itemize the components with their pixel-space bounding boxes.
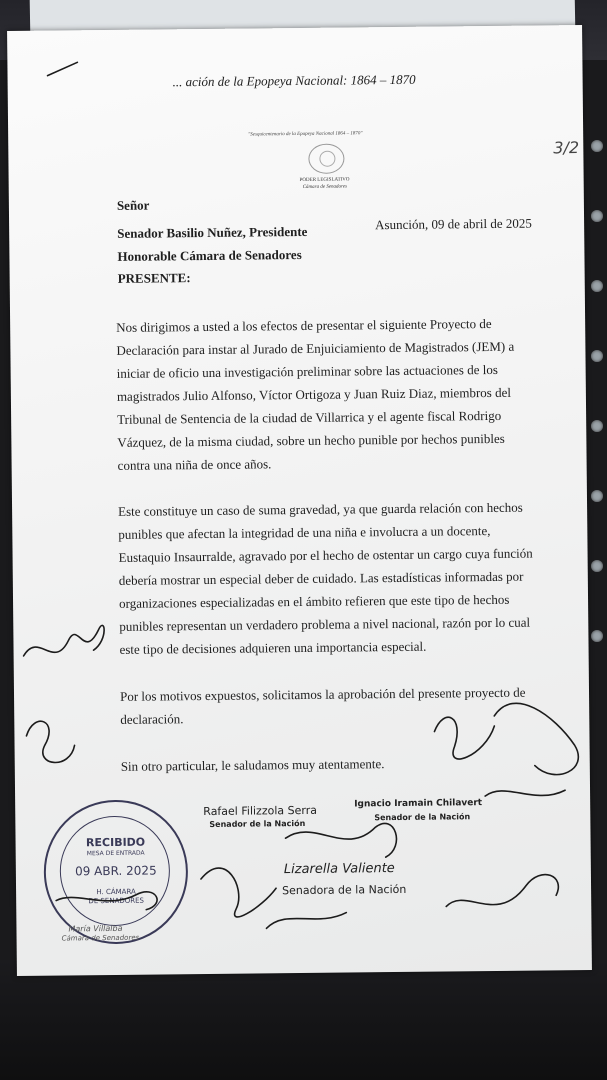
salutation: Señor [116,197,150,213]
signature-1-role: Senador de la Nación [209,818,306,829]
paragraph-3-line: Por los motivos expuestos, solicitamos la aprobación del presente proyecto de [119,684,526,704]
date-line: Asunción, 09 de abril de 2025 [375,215,532,233]
paragraph-1-line: Tribunal de Sentencia de la ciudad de Villarrica y el agente fiscal Rodrigo [117,407,502,427]
signature-5-scribble [446,874,559,906]
closing-line: Sin otro particular, le saludamos muy atentamente. [120,756,385,774]
paragraph-2-line: debería mostrar un especial deber de cuidado. Las estadísticas informadas por [118,568,524,588]
stamp-chamber-1: H. CÁMARA [96,887,136,897]
presente-label: PRESENTE: [117,270,191,286]
signature-3-name: Lizarella Valiente [283,861,395,878]
receiver-name: María Villalba [68,923,123,934]
paragraph-3-line: declaración. [120,711,184,727]
signature-3-role: Senadora de la Nación [282,882,407,898]
addressee-name: Senador Basilio Nuñez, Presidente [117,223,308,241]
paragraph-1-line: Declaración para instar al Jurado de Enjuiciamiento de Magistrados (JEM) a [116,338,515,358]
stamp-title: RECIBIDO [85,835,146,850]
small-motto: "Sesquicentenario de la Epopeya Nacional 1864 – 1870" [248,131,363,138]
paragraph-1-line: magistrados Julio Alfonso, Víctor Ortigoza y Juan Ruiz Diaz, miembros del [116,384,511,404]
receiver-signature [56,892,157,911]
stamp-chamber-2: DE SENADORES [88,896,145,906]
signature-1-scribble [201,867,277,917]
receiver-role: Cámara de Senadores [61,933,140,943]
paragraph-2-line: Este constituye un caso de suma gravedad, ya que guarda relación con hechos [118,499,523,519]
institution-label: PODER LEGISLATIVO [299,177,350,183]
background-bottom [0,960,607,1080]
document-page [7,25,592,976]
margin-initials [23,625,104,656]
handwritten-signatures [7,25,592,976]
signature-2-name: Ignacio Iramain Chilavert [354,798,483,810]
paragraph-2-line: este tipo de decisiones adquieren una importancia especial. [119,638,427,657]
signature-2-scribble [434,717,494,759]
signature-1-tail [266,913,346,929]
paragraph-1-line: iniciar de oficio una investigación preliminar sobre las actuaciones de los [116,361,498,381]
chamber-label: Cámara de Senadores [302,184,348,190]
paragraph-1-line: contra una niña de once años. [117,456,272,473]
header-motto: ... ación de la Epopeya Nacional: 1864 – 1870 [172,71,416,90]
signature-4-scribble [494,703,578,776]
signature-2-role: Senador de la Nación [374,812,471,823]
binder-rings [587,120,607,680]
margin-mark [26,721,74,763]
stamp-subtitle: MESA DE ENTRADA [86,849,145,858]
signature-3-scribble [285,823,396,858]
pen-stroke [47,62,77,75]
signature-6-scribble [485,790,565,796]
paragraph-2-line: punibles representan un verdadero problema a nivel nacional, razón por lo cual [119,614,531,634]
paragraph-2-line: punibles que afectan la integridad de una niña e involucra a un docente, [118,523,491,542]
paragraph-2-line: Eustaquio Insaurralde, agravado por el hecho de ostentar un cargo cuya función [118,545,533,565]
addressee-chamber: Honorable Cámara de Senadores [117,246,302,264]
paragraph-2-line: organizaciones especializadas en el ámbito refieren que este tipo de hechos [118,591,510,611]
stamp-date: 09 ABR. 2025 [74,863,157,879]
page-mark: 3/2 [553,138,580,158]
paragraph-1-line: Nos dirigimos a usted a los efectos de presentar el siguiente Proyecto de [116,315,492,335]
signature-1-name: Rafael Filizzola Serra [203,803,318,819]
paragraph-1-line: Vázquez, de la misma ciudad, sobre un hecho punible por hechos punibles [117,430,505,450]
